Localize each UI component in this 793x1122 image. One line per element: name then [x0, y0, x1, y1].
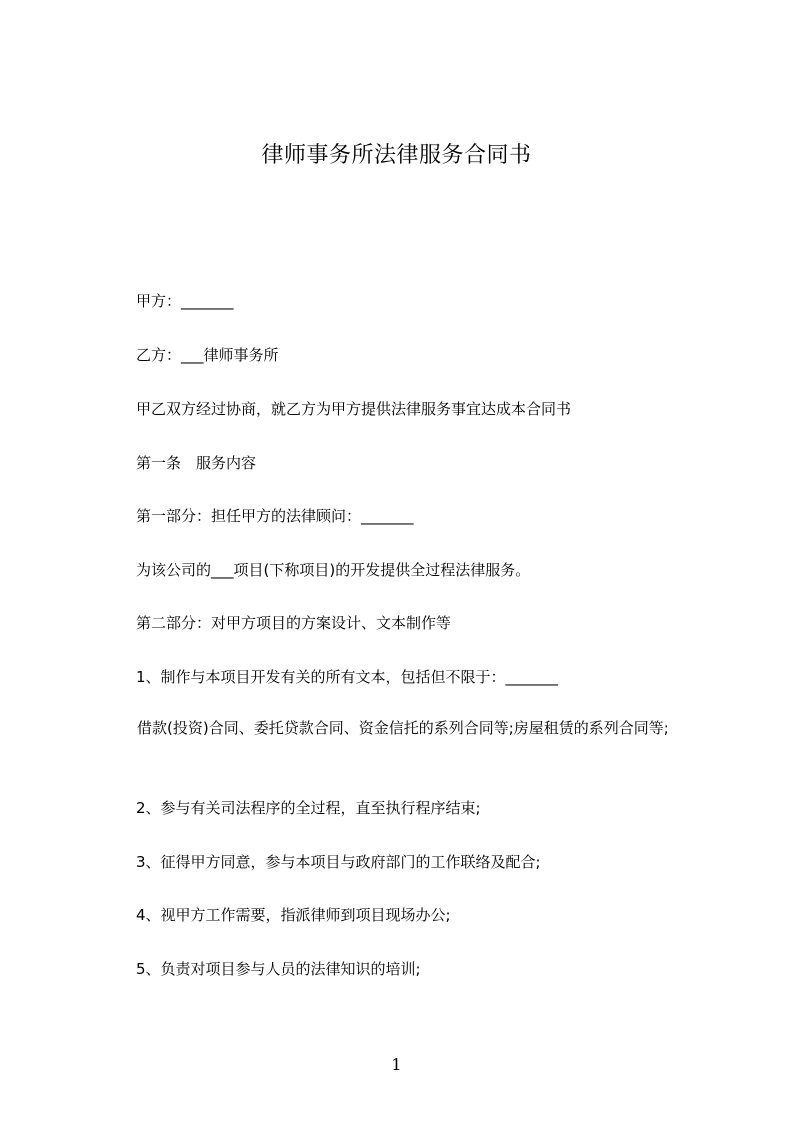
article-one-heading: 第一条 服务内容: [136, 454, 257, 472]
document-title: 律师事务所法律服务合同书: [261, 143, 532, 168]
clause-2: 2、参与有关司法程序的全过程，直至执行程序结束;: [136, 799, 481, 817]
party-a-line: 甲方：_______: [136, 292, 234, 310]
clause-3: 3、征得甲方同意，参与本项目与政府部门的工作联络及配合;: [136, 853, 541, 871]
clause-4: 4、视甲方工作需要，指派律师到项目现场办公;: [136, 906, 451, 924]
clause-1: 1、制作与本项目开发有关的所有文本，包括但不限于：_______: [136, 668, 559, 686]
party-b-line: 乙方：___律师事务所: [136, 346, 279, 364]
part-two-heading: 第二部分：对甲方项目的方案设计、文本制作等: [136, 614, 452, 632]
clause-1-detail: 借款(投资)合同、委托贷款合同、资金信托的系列合同等;房屋租赁的系列合同等;: [137, 719, 669, 737]
part-one-heading: 第一部分：担任甲方的法律顾问：_______: [136, 507, 414, 525]
intro-paragraph: 甲乙双方经过协商，就乙方为甲方提供法律服务事宜达成本合同书: [136, 400, 572, 418]
page-number: 1: [391, 1055, 402, 1074]
clause-5: 5、负责对项目参与人员的法律知识的培训;: [136, 960, 421, 978]
part-one-description: 为该公司的___项目(下称项目)的开发提供全过程法律服务。: [136, 561, 531, 579]
